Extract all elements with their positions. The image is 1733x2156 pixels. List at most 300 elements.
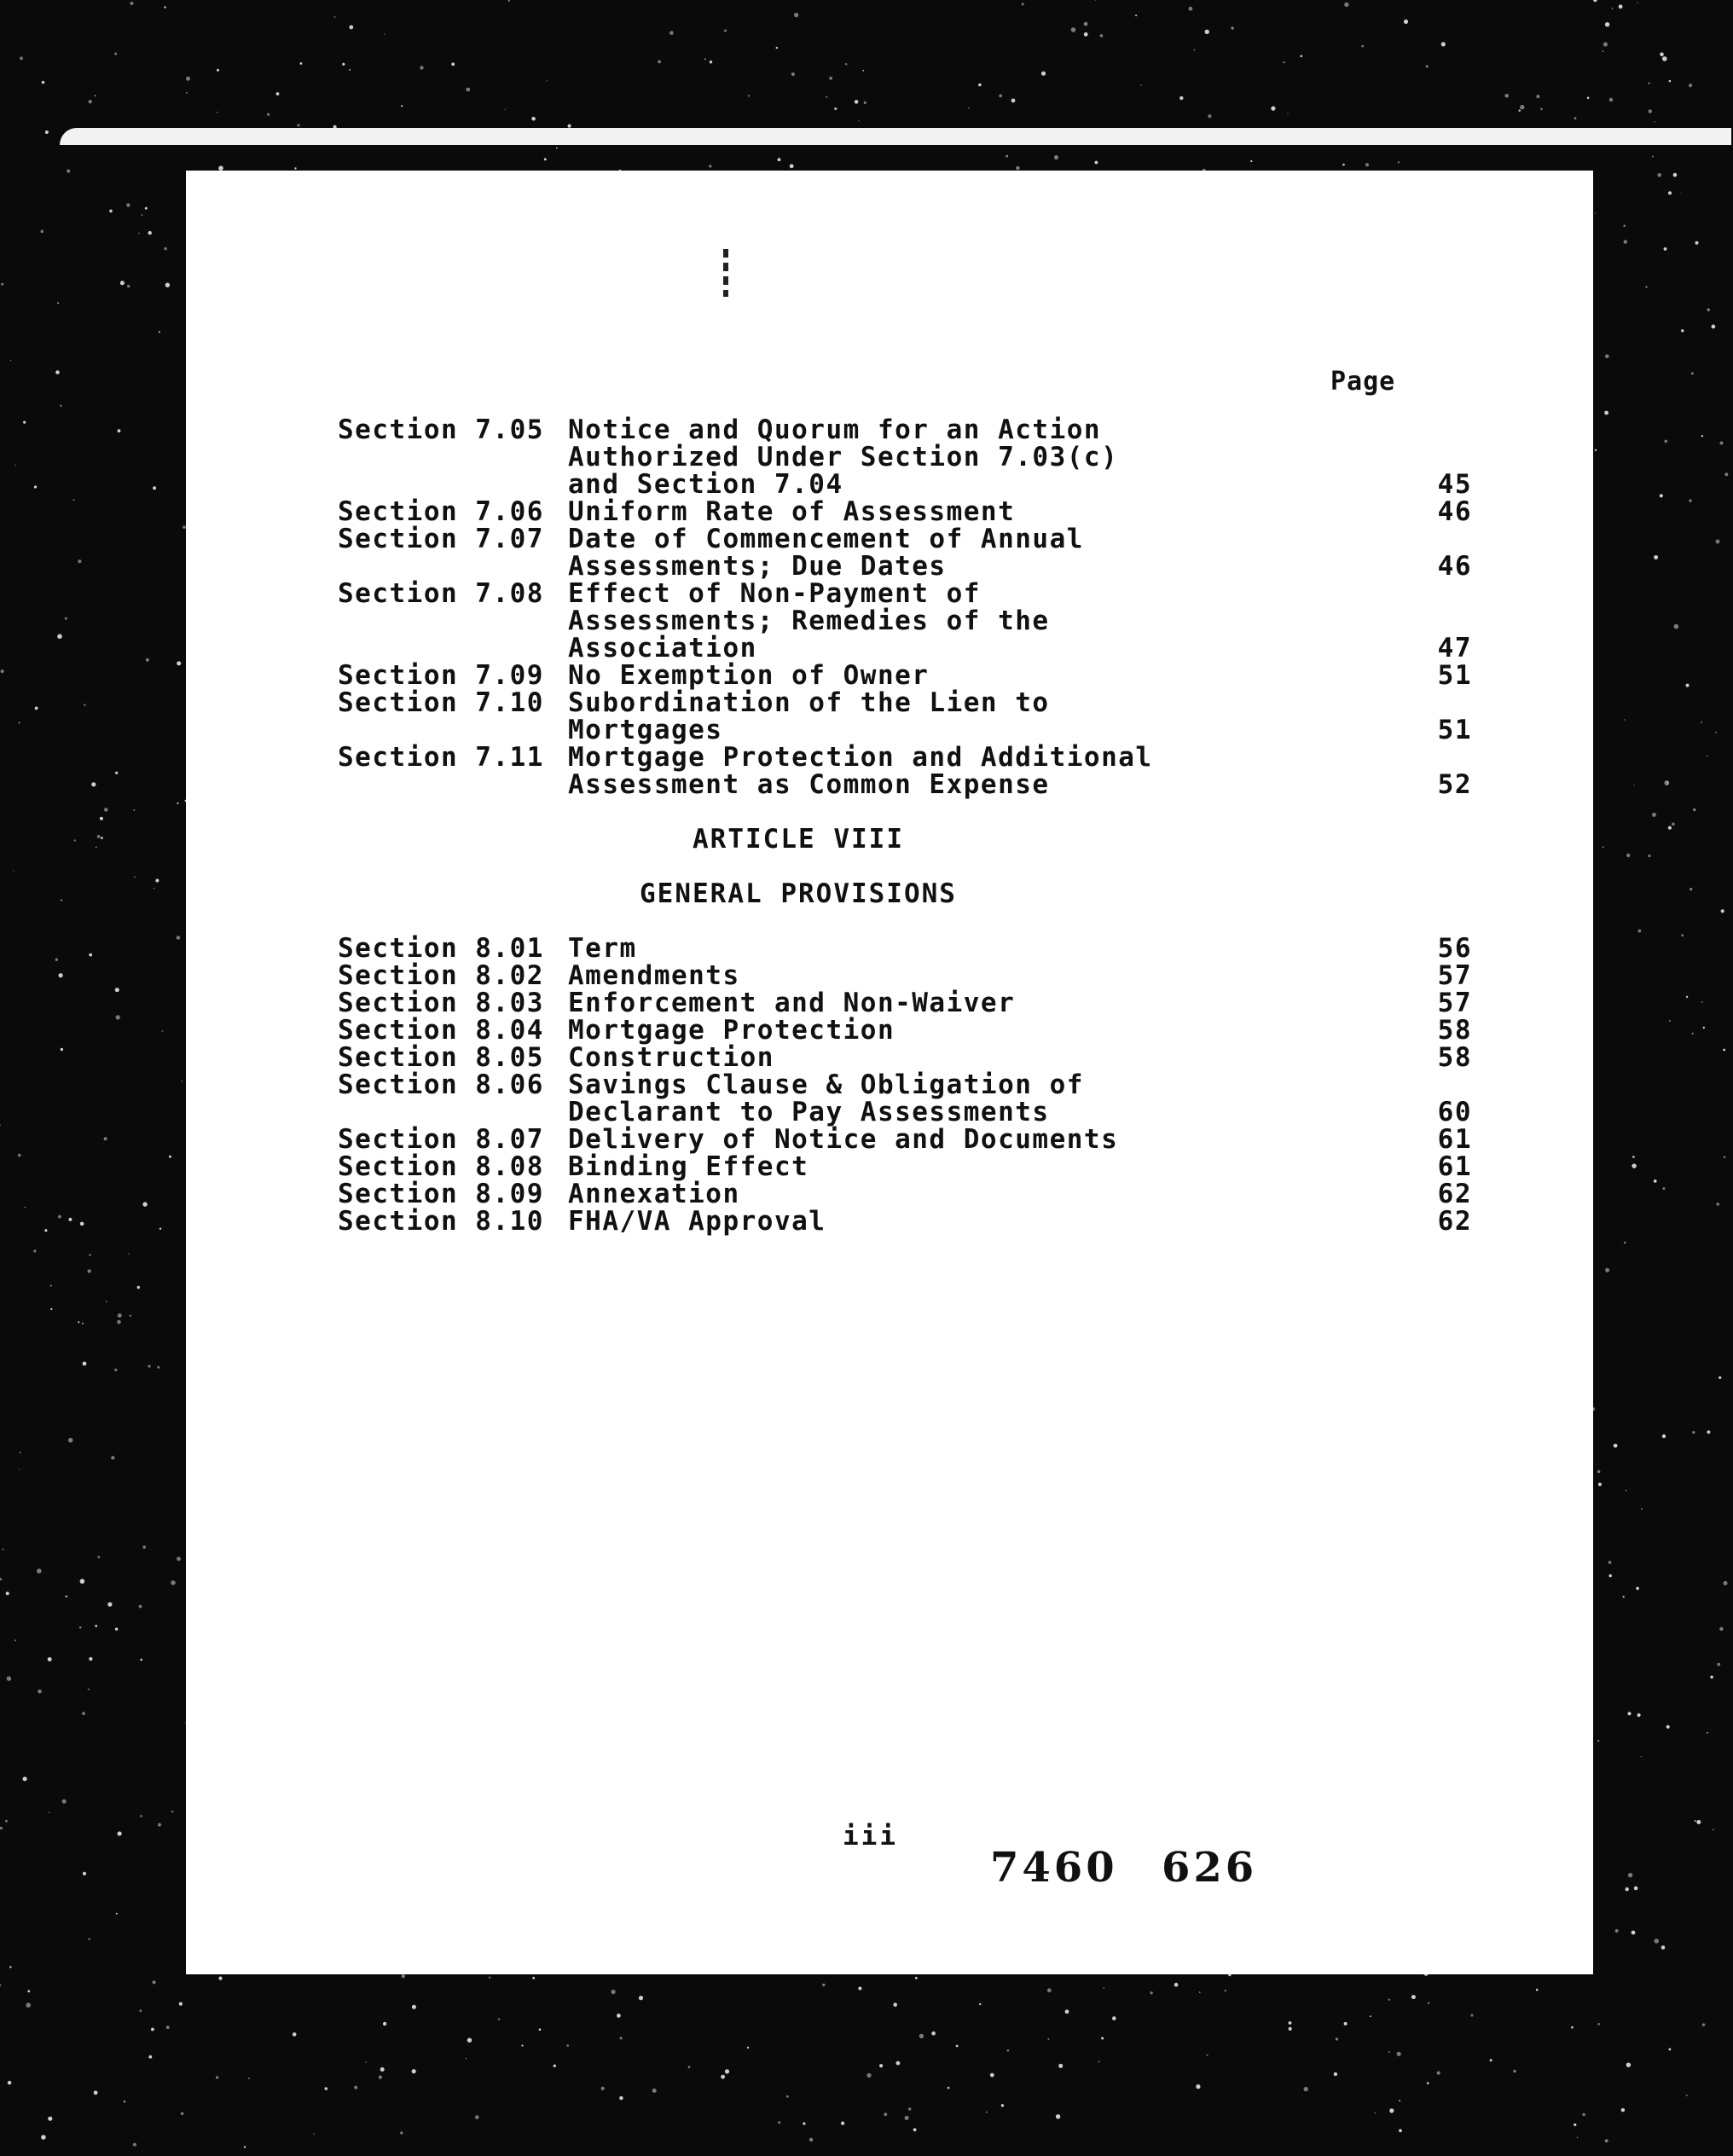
- noise-speck: [1540, 108, 1543, 111]
- section-page: 51: [1437, 715, 1472, 745]
- noise-speck: [82, 1323, 84, 1324]
- noise-speck: [1652, 156, 1654, 158]
- noise-speck: [162, 1030, 164, 1032]
- noise-speck: [1006, 155, 1008, 158]
- noise-speck: [6, 1591, 9, 1595]
- noise-speck: [1041, 72, 1046, 76]
- noise-speck: [402, 1974, 405, 1978]
- noise-speck: [724, 30, 727, 32]
- section-number: Section 7.09: [338, 660, 544, 691]
- noise-speck: [1001, 2104, 1004, 2107]
- noise-speck: [531, 117, 536, 121]
- noise-speck: [164, 6, 165, 8]
- noise-speck: [1199, 1991, 1200, 1992]
- toc-group-article-viii: [338, 935, 1574, 1235]
- noise-speck: [1654, 1179, 1657, 1183]
- section-title: Construction: [568, 1042, 774, 1073]
- noise-speck: [544, 158, 547, 160]
- noise-speck: [115, 1628, 118, 1631]
- noise-speck: [1690, 888, 1692, 890]
- noise-speck: [748, 95, 750, 96]
- noise-speck: [342, 63, 345, 66]
- noise-speck: [34, 485, 37, 488]
- noise-speck: [1654, 121, 1655, 123]
- noise-speck: [104, 1137, 107, 1140]
- noise-speck: [1225, 1990, 1226, 1991]
- noise-speck: [218, 1977, 222, 1980]
- toc-row: [338, 498, 1574, 525]
- noise-speck: [48, 2117, 52, 2121]
- noise-speck: [466, 88, 470, 92]
- noise-speck: [217, 69, 219, 72]
- noise-speck: [1397, 2052, 1401, 2056]
- section-title: Subordination of the Lien to Mortgages: [568, 687, 1050, 745]
- noise-speck: [89, 1657, 92, 1660]
- noise-speck: [776, 47, 778, 49]
- noise-speck: [791, 72, 795, 76]
- noise-speck: [134, 877, 136, 878]
- noise-speck: [293, 2032, 297, 2037]
- noise-speck: [1649, 109, 1652, 113]
- noise-speck: [532, 1977, 535, 1979]
- noise-speck: [521, 2044, 523, 2046]
- noise-speck: [124, 2101, 125, 2102]
- noise-speck: [267, 113, 270, 116]
- noise-speck: [1624, 240, 1627, 243]
- noise-speck: [884, 2113, 887, 2116]
- noise-speck: [1095, 0, 1096, 1]
- noise-speck: [710, 61, 712, 63]
- noise-speck: [25, 1207, 26, 1208]
- noise-speck: [1587, 97, 1590, 100]
- document-stamp-number: 7460: [990, 1844, 1118, 1892]
- noise-speck: [1724, 472, 1728, 476]
- scan-mark: [723, 249, 728, 297]
- noise-speck: [709, 165, 711, 167]
- noise-speck: [120, 281, 125, 285]
- noise-speck: [45, 130, 49, 134]
- noise-speck: [137, 1286, 140, 1289]
- noise-speck: [62, 1800, 67, 1804]
- noise-speck: [1669, 80, 1672, 83]
- toc-row: [338, 744, 1574, 798]
- noise-speck: [59, 973, 63, 977]
- noise-speck: [1723, 1049, 1725, 1052]
- section-title: Delivery of Notice and Documents: [568, 1124, 1119, 1155]
- section-page: 58: [1437, 1015, 1472, 1046]
- noise-speck: [893, 2002, 897, 2007]
- noise-speck: [114, 53, 117, 55]
- section-page: 52: [1437, 769, 1472, 800]
- noise-speck: [1645, 286, 1647, 287]
- article-heading: ARTICLE VIII: [693, 824, 904, 855]
- noise-speck: [1101, 2037, 1104, 2040]
- noise-speck: [556, 148, 558, 149]
- noise-speck: [114, 1369, 117, 1371]
- noise-speck: [115, 772, 118, 774]
- noise-speck: [829, 77, 832, 80]
- noise-speck: [721, 2075, 725, 2079]
- noise-speck: [41, 2135, 46, 2140]
- noise-speck: [1717, 1663, 1720, 1666]
- noise-speck: [1628, 1873, 1632, 1877]
- noise-speck: [639, 1996, 643, 2000]
- noise-speck: [999, 95, 1002, 98]
- noise-speck: [140, 1659, 142, 1661]
- noise-speck: [834, 107, 837, 110]
- noise-speck: [177, 1556, 181, 1561]
- noise-speck: [104, 808, 108, 812]
- section-number: Section 8.01: [338, 933, 544, 964]
- noise-speck: [157, 1366, 159, 1369]
- noise-speck: [1724, 1156, 1726, 1159]
- noise-speck: [1657, 173, 1661, 177]
- noise-speck: [979, 2003, 981, 2005]
- noise-speck: [1654, 555, 1658, 559]
- noise-speck: [1649, 83, 1650, 84]
- noise-speck: [134, 809, 136, 811]
- noise-speck: [1636, 1587, 1639, 1591]
- page-column-header: Page: [1330, 367, 1396, 397]
- noise-speck: [778, 2121, 780, 2124]
- noise-speck: [276, 92, 280, 96]
- noise-speck: [68, 1218, 72, 1221]
- noise-speck: [384, 33, 385, 34]
- noise-speck: [790, 164, 794, 168]
- noise-speck: [1692, 1431, 1695, 1434]
- noise-speck: [1007, 2049, 1010, 2052]
- noise-speck: [380, 2067, 385, 2072]
- section-title: Effect of Non-Payment of Assessments; Remedies of the Association: [568, 578, 1050, 664]
- toc-row: [338, 525, 1574, 580]
- noise-speck: [1513, 2070, 1516, 2073]
- noise-speck: [968, 107, 970, 109]
- noise-speck: [88, 1269, 91, 1272]
- noise-speck: [508, 0, 510, 2]
- section-page: 62: [1437, 1179, 1472, 1209]
- noise-speck: [55, 370, 60, 374]
- noise-speck: [111, 1456, 114, 1459]
- section-number: Section 8.05: [338, 1042, 544, 1073]
- noise-speck: [181, 2113, 184, 2116]
- noise-speck: [158, 1823, 161, 1827]
- toc-row: [338, 689, 1574, 744]
- noise-speck: [1652, 813, 1656, 817]
- section-page: 57: [1437, 960, 1472, 991]
- noise-speck: [1344, 3, 1348, 7]
- section-title: Enforcement and Non-Waiver: [568, 988, 1016, 1018]
- noise-speck: [366, 2061, 368, 2063]
- noise-speck: [688, 2066, 691, 2068]
- noise-speck: [117, 1320, 121, 1324]
- noise-speck: [1301, 55, 1303, 58]
- section-title: No Exemption of Owner: [568, 660, 930, 691]
- noise-speck: [83, 1872, 86, 1875]
- noise-speck: [1374, 2113, 1376, 2114]
- noise-speck: [27, 1990, 30, 1992]
- section-number: Section 8.04: [338, 1015, 544, 1046]
- noise-speck: [855, 100, 859, 104]
- noise-speck: [248, 2078, 250, 2079]
- noise-speck: [1668, 191, 1672, 194]
- noise-speck: [1056, 2114, 1060, 2118]
- noise-speck: [349, 26, 353, 30]
- toc-row: [338, 962, 1574, 989]
- noise-speck: [498, 2018, 500, 2020]
- noise-speck: [1388, 1999, 1390, 2001]
- section-page: 58: [1437, 1042, 1472, 1073]
- section-page: 61: [1437, 1151, 1472, 1182]
- section-number: Section 8.10: [338, 1206, 544, 1237]
- noise-speck: [244, 2146, 246, 2147]
- noise-speck: [297, 124, 299, 126]
- noise-speck: [313, 2133, 315, 2135]
- noise-speck: [1597, 1470, 1600, 1473]
- section-number: Section 8.02: [338, 960, 544, 991]
- noise-speck: [44, 1229, 47, 1232]
- noise-speck: [82, 1712, 85, 1715]
- noise-speck: [1707, 1732, 1708, 1734]
- noise-speck: [1196, 2084, 1200, 2089]
- toc-row: [338, 989, 1574, 1017]
- noise-speck: [1250, 160, 1252, 162]
- noise-speck: [1011, 99, 1016, 103]
- noise-speck: [896, 2061, 901, 2066]
- noise-speck: [1207, 2055, 1208, 2056]
- noise-speck: [1641, 1756, 1642, 1757]
- noise-speck: [101, 837, 103, 839]
- noise-speck: [858, 1987, 861, 1991]
- toc-row: [338, 416, 1574, 498]
- toc-row: [338, 1208, 1574, 1235]
- noise-speck: [50, 1308, 52, 1310]
- noise-speck: [118, 1313, 122, 1318]
- section-page: 60: [1437, 1097, 1472, 1127]
- noise-speck: [35, 707, 38, 710]
- section-number: Section 8.06: [338, 1069, 544, 1100]
- noise-speck: [100, 817, 103, 820]
- section-title: Mortgage Protection: [568, 1015, 895, 1046]
- section-page: 46: [1437, 496, 1472, 527]
- noise-speck: [908, 2107, 911, 2110]
- noise-speck: [138, 233, 140, 235]
- noise-speck: [400, 2131, 403, 2134]
- noise-speck: [1597, 2023, 1600, 2026]
- noise-speck: [412, 2005, 416, 2009]
- section-page: 47: [1437, 633, 1472, 664]
- noise-speck: [116, 1015, 120, 1019]
- noise-speck: [154, 888, 155, 890]
- noise-speck: [794, 13, 798, 17]
- section-page: 46: [1437, 551, 1472, 582]
- noise-speck: [1662, 1434, 1666, 1438]
- noise-speck: [171, 1580, 175, 1585]
- noise-speck: [60, 405, 61, 407]
- noise-speck: [1662, 56, 1667, 61]
- noise-speck: [1619, 4, 1623, 9]
- noise-speck: [1681, 193, 1682, 194]
- noise-speck: [1284, 61, 1285, 63]
- noise-speck: [139, 1605, 142, 1608]
- noise-speck: [919, 2034, 924, 2038]
- noise-speck: [1615, 1929, 1619, 1933]
- noise-speck: [1719, 1627, 1723, 1631]
- noise-speck: [1271, 107, 1275, 111]
- noise-speck: [383, 2022, 386, 2026]
- section-title: Uniform Rate of Assessment: [568, 496, 1016, 527]
- noise-speck: [379, 2076, 382, 2079]
- toc-row: [338, 580, 1574, 662]
- noise-speck: [1695, 241, 1699, 245]
- noise-speck: [177, 936, 181, 940]
- noise-speck: [23, 1776, 27, 1781]
- noise-speck: [140, 1815, 142, 1817]
- noise-speck: [1208, 114, 1211, 118]
- noise-speck: [55, 959, 58, 961]
- noise-speck: [1692, 1033, 1694, 1035]
- noise-speck: [1, 283, 3, 286]
- noise-speck: [41, 230, 44, 234]
- noise-speck: [1716, 1203, 1719, 1206]
- noise-speck: [1605, 2139, 1608, 2142]
- noise-speck: [216, 2076, 218, 2078]
- noise-speck: [475, 2115, 479, 2119]
- noise-speck: [1703, 1027, 1705, 1029]
- noise-speck: [14, 1639, 16, 1641]
- noise-speck: [1637, 1713, 1641, 1717]
- noise-speck: [95, 95, 96, 96]
- noise-speck: [1691, 372, 1694, 374]
- toc-row: [338, 1044, 1574, 1071]
- noise-speck: [1632, 1931, 1636, 1935]
- noise-speck: [1135, 14, 1137, 16]
- noise-speck: [1022, 3, 1024, 5]
- noise-speck: [905, 2116, 909, 2120]
- noise-speck: [1370, 2015, 1371, 2017]
- noise-speck: [420, 66, 423, 69]
- noise-speck: [118, 429, 121, 432]
- section-page: 51: [1437, 660, 1472, 691]
- noise-speck: [1695, 1820, 1696, 1822]
- noise-speck: [1696, 1820, 1701, 1824]
- noise-speck: [94, 2090, 98, 2095]
- section-title: Date of Commencement of Annual Assessments; Due Dates: [568, 524, 1084, 582]
- noise-speck: [97, 1556, 100, 1558]
- noise-speck: [65, 617, 67, 620]
- noise-speck: [1189, 7, 1193, 11]
- noise-speck: [7, 1677, 11, 1681]
- noise-speck: [1289, 2027, 1292, 2031]
- noise-speck: [489, 1977, 490, 1979]
- noise-speck: [1426, 65, 1429, 67]
- noise-speck: [1689, 499, 1691, 501]
- section-page: 45: [1437, 469, 1472, 500]
- section-number: Section 8.08: [338, 1151, 544, 1182]
- noise-speck: [1428, 2002, 1429, 2004]
- noise-speck: [1721, 909, 1724, 913]
- noise-speck: [42, 81, 44, 84]
- section-title: Savings Clause & Obligation of Declarant to Pay Assessments: [568, 1069, 1084, 1127]
- section-number: Section 8.09: [338, 1179, 544, 1209]
- noise-speck: [1112, 2016, 1116, 2020]
- noise-speck: [169, 1156, 171, 1158]
- noise-speck: [142, 1545, 146, 1549]
- noise-speck: [79, 1626, 82, 1629]
- noise-speck: [5, 1820, 8, 1823]
- noise-speck: [978, 84, 982, 87]
- noise-speck: [1623, 225, 1626, 228]
- noise-speck: [1614, 1444, 1618, 1448]
- noise-speck: [145, 207, 148, 210]
- noise-speck: [1689, 84, 1692, 87]
- noise-speck: [554, 2065, 556, 2067]
- noise-speck: [33, 1249, 36, 1252]
- noise-speck: [80, 1222, 84, 1226]
- noise-speck: [879, 2064, 883, 2067]
- noise-speck: [38, 1689, 42, 1694]
- noise-speck: [1626, 1490, 1627, 1492]
- noise-speck: [1388, 2051, 1390, 2053]
- noise-speck: [68, 1438, 73, 1443]
- toc-row: [338, 1180, 1574, 1208]
- noise-speck: [566, 2044, 569, 2047]
- noise-speck: [1490, 2059, 1492, 2061]
- section-title: Term: [568, 933, 637, 964]
- toc-row: [338, 935, 1574, 962]
- noise-speck: [9, 1966, 11, 1968]
- noise-speck: [1047, 1988, 1052, 1992]
- noise-speck: [95, 1625, 97, 1627]
- noise-speck: [91, 782, 96, 786]
- noise-speck: [1641, 1508, 1643, 1510]
- noise-speck: [1609, 98, 1613, 101]
- noise-speck: [151, 2028, 154, 2031]
- section-number: Section 7.11: [338, 742, 544, 773]
- noise-speck: [334, 16, 336, 18]
- noise-speck: [159, 331, 160, 333]
- noise-speck: [858, 120, 859, 121]
- section-number: Section 8.03: [338, 988, 544, 1018]
- noise-speck: [1047, 2038, 1049, 2040]
- noise-speck: [325, 2087, 328, 2090]
- noise-speck: [1609, 1574, 1612, 1577]
- noise-speck: [1686, 2095, 1688, 2096]
- noise-speck: [1404, 20, 1408, 24]
- toc-group-article-vii: [338, 416, 1574, 798]
- noise-speck: [1648, 855, 1650, 857]
- noise-speck: [133, 2143, 136, 2147]
- noise-speck: [26, 2002, 31, 2008]
- noise-speck: [0, 1985, 1, 1986]
- noise-speck: [1344, 2022, 1348, 2026]
- noise-speck: [18, 1154, 21, 1157]
- noise-speck: [619, 2096, 623, 2100]
- noise-speck: [652, 2089, 657, 2093]
- noise-speck: [1628, 1712, 1632, 1715]
- noise-speck: [1623, 1596, 1625, 1597]
- noise-speck: [155, 879, 159, 883]
- noise-speck: [803, 2122, 805, 2124]
- noise-speck: [704, 58, 706, 60]
- noise-speck: [1504, 94, 1509, 98]
- noise-speck: [148, 2055, 152, 2059]
- noise-speck: [1612, 8, 1613, 9]
- noise-speck: [57, 634, 62, 639]
- noise-speck: [73, 499, 75, 501]
- noise-speck: [83, 1362, 87, 1366]
- noise-speck: [620, 2037, 623, 2039]
- noise-speck: [15, 465, 16, 466]
